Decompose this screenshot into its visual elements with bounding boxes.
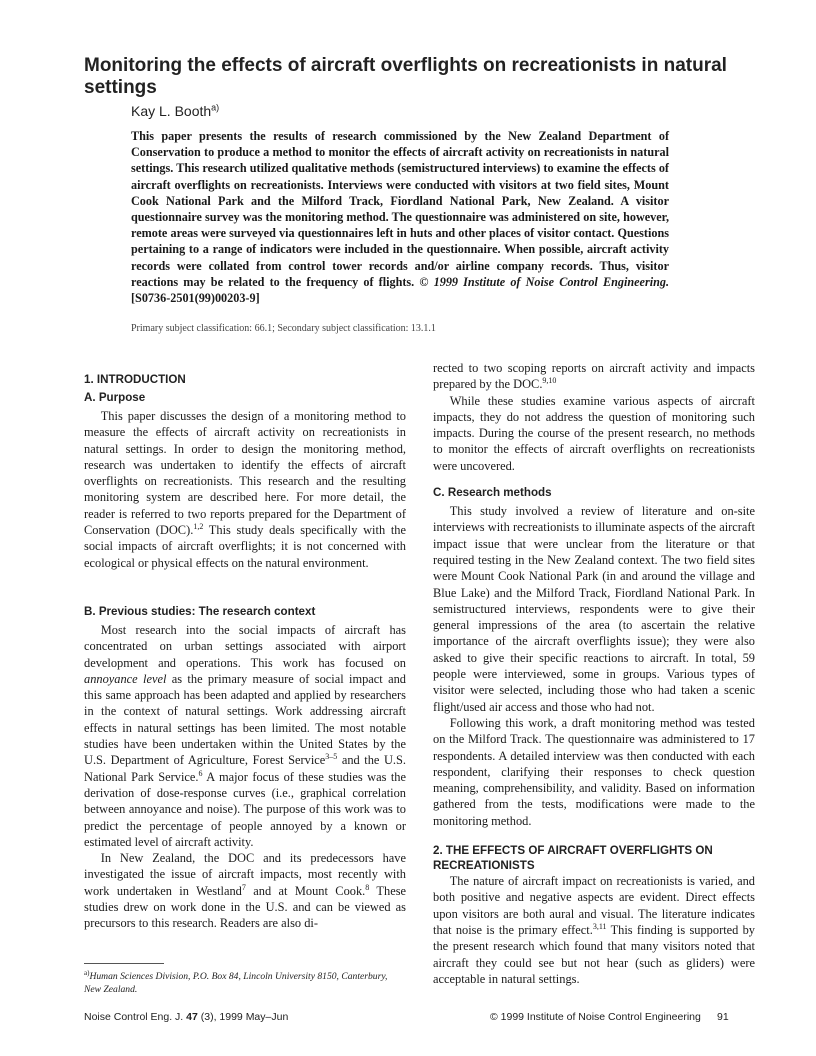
affiliation-footnote: [84, 967, 406, 996]
subsection-a-heading: A. Purpose: [84, 391, 146, 404]
text-run: In New Zealand, the DOC and its predecessors have investigated the issue of aircraft impacts, most recently with work undertaken in Westland: [84, 851, 406, 898]
footnote-rule: [84, 963, 164, 964]
abstract: [131, 128, 669, 306]
paragraph-effects: [433, 873, 755, 987]
subsection-b-heading: B. Previous studies: The research context: [84, 604, 316, 618]
citation-superscript: 6: [198, 768, 203, 778]
citation-superscript: 3–5: [325, 752, 338, 762]
journal-volume: 47: [186, 1011, 198, 1023]
text-run: and the U.S. National Park Service.: [84, 753, 406, 784]
text-run: as the primary measure of social impact and this same approach has been adapted and applied by researchers in the context of natural settings. Work addressing aircraft effects in natural settings has been limited. The most notable studies have been undertaken within the United States by the U.S. Department of Agriculture, Forest Service: [84, 671, 406, 768]
author-line: [131, 103, 219, 119]
abstract-copyright: © 1999 Institute of Noise Control Engineering.: [419, 274, 669, 289]
paragraph-monitoring-gap: While these studies examine various aspects of aircraft impacts, they do not address the question of monitoring such impacts. During the course of the present research, no methods to monitor the effects of aircraft overflights on recreationists were uncovered.: [433, 393, 755, 473]
text-run: This paper discusses the design of a monitoring method to measure the effects of aircraft activity on recreationists in natural settings. In order to design the monitoring method, research was undertaken to identify the effects of aircraft overflights on recreationists. This research and the resulting monitoring system are described here. For more detail, the reader is referred to two reports prepared for the Department of Conservation (DOC).: [84, 409, 406, 538]
text-run: Most research into the social impacts of aircraft has concentrated on urban settings associated with airport development and operations. This work has focused on: [84, 622, 406, 670]
emphasis-annoyance-level: annoyance level: [84, 671, 167, 686]
abstract-body: This paper presents the results of research commissioned by the New Zealand Department of Conservation to produce a method to monitor the effects of aircraft activity on recreationists in natural settings. This research utilized qualitative methods (semistructured interviews) to examine the effects of aircraft overflights on recreationists. Interviews were conducted with visitors at two field sites, Mount Cook National Park and the Milford Track, Fiordland National Park, New Zealand. A visitor questionnaire survey was the monitoring method. The questionnaire was administered on site, however, remote areas were surveyed via questionnaires left in huts and other places of visitor contact. Questions pertaining to a range of indicators were included in the questionnaire. When possible, aircraft activity records were collated from control tower records and/or airline company records. Thus, visitor reactions may be related to the frequency of flights.: [131, 129, 669, 289]
subject-classification: Primary subject classification: 66.1; Secondary subject classification: 13.1.1: [131, 323, 436, 334]
journal-issue: (3), 1999 May–Jun: [197, 1011, 289, 1023]
citation-superscript: 3,11: [592, 921, 607, 931]
text-run: These studies drew on work done in the U.S. and can be viewed as precursors to this research. Readers are also di-: [84, 883, 407, 931]
paragraph-previous-studies: [84, 622, 406, 850]
paragraph-scoping-reports: [433, 360, 755, 393]
text-run: A major focus of these studies was the derivation of dose-response curves (i.e., graphical correlation between annoyance and noise). The purpose of this work was to predict the percentage of people annoyed by a known or estimated level of aircraft activity.: [84, 769, 406, 849]
left-column: [84, 372, 406, 932]
journal-name: Noise Control Eng. J.: [84, 1011, 187, 1023]
text-run: This study deals specifically with the social impacts of aircraft overflights; it is not concerned with ecological or physical effects on the natural environment.: [84, 523, 406, 570]
section-1-heading: 1. INTRODUCTION: [84, 373, 186, 386]
paragraph-research-methods: This study involved a review of literature and on-site interviews with recreationists to illuminate aspects of the aircraft impact issue that were unclear from the literature or that required testing in the New Zealand context. The two field sites were Mount Cook National Park (in and around the village and Blue Lake) and the Milford Track, Fiordland National Park. In semistructured interviews, respondents were to give their general impressions of the area (to ascertain the relative importance of the aircraft overflights issue); they were also asked to give their specific reactions to aircraft. In total, 59 people were interviewed, some in groups. Various types of visitor were selected, including those who had taken a scenic flight/used air access and those who had not.: [433, 504, 755, 714]
paragraph-draft-method: Following this work, a draft monitoring method was tested on the Milford Track. The questionnaire was administered to 17 respondents. A detailed interview was then conducted with each respondent, clarifying their responses to check question meaning, comprehensibility, and validity. Based on information gathered from the tests, modifications were made to the monitoring method.: [433, 715, 755, 828]
footnote-text: Human Sciences Division, P.O. Box 84, Lincoln University 8150, Canterbury, New Zealand.: [84, 971, 388, 996]
subsection-c-heading: C. Research methods: [433, 486, 552, 500]
paper-title: Monitoring the effects of aircraft overflights on recreationists in natural settings: [84, 55, 727, 98]
citation-superscript: 1,2: [193, 521, 204, 531]
author-name: Kay L. Booth: [131, 103, 212, 119]
text-run: and at Mount Cook.: [245, 883, 366, 898]
footer-copyright: © 1999 Institute of Noise Control Engineering: [490, 1011, 701, 1023]
abstract-doi: [S0736-2501(99)00203-9]: [131, 291, 260, 306]
paragraph-purpose: [84, 408, 406, 571]
page-number: 91: [717, 1011, 729, 1023]
text-run: rected to two scoping reports on aircraft activity and impacts prepared by the DOC.: [433, 361, 755, 392]
footnote-mark: a): [84, 969, 90, 977]
author-affiliation-mark: a): [211, 102, 220, 113]
citation-superscript: 8: [365, 882, 370, 892]
text-run: This finding is supported by the present research which found that many visitors noted that aircraft they could see but not hear (such as gliders) were acceptable in natural settings.: [433, 922, 756, 986]
citation-superscript: 9,10: [542, 376, 557, 386]
citation-superscript: 7: [241, 882, 246, 892]
section-2-heading: 2. THE EFFECTS OF AIRCRAFT OVERFLIGHTS ON RECREATIONISTS: [433, 844, 713, 873]
text-run: The nature of aircraft impact on recreationists is varied, and both positive and negative aspects are evident. Direct effects upon visitors are both aural and visual. The literature indicates that noise is the primary effect.: [433, 874, 755, 937]
paragraph-new-zealand: [84, 850, 406, 931]
journal-citation: [84, 1011, 288, 1023]
right-column: [433, 360, 755, 987]
